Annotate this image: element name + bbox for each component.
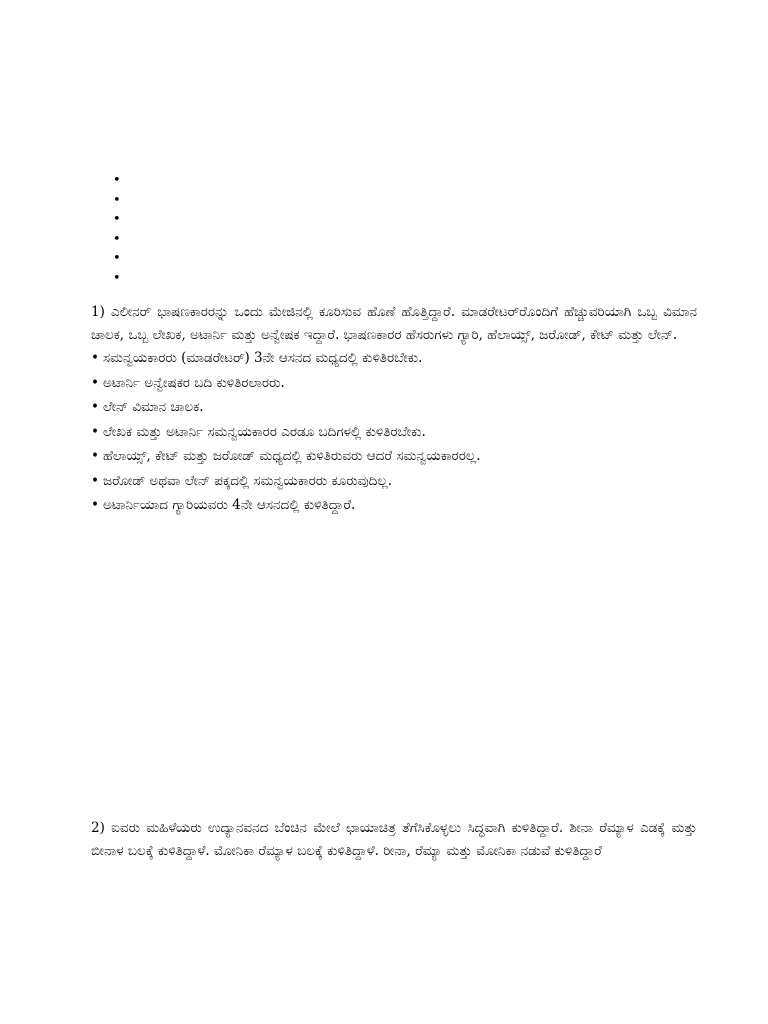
puzzle-2-text: 2) ಐವರು ಮಹಿಳೆಯರು ಉದ್ಯಾನವನದ ಬೆಂಚಿನ ಮೇಲೆ ಛಾಯಾಚಿತ್ರ ತೆಗೆಸಿಕೊಳ್ಳಲು ಸಿದ್ಧವಾಗಿ ಕುಳಿತಿದ್ದಾರೆ. ಶೀನಾ ರೆಮ್ಯಾಳ ಎಡಕ್ಕೆ ಮತ್ತು ಬೀನಾಳ ಬಲಕ್ಕೆ ಕುಳಿತಿದ್ದಾಳೆ. ಮೋನಿಕಾ ರೆಮ್ಯಾಳ ಬಲಕ್ಕೆ ಕುಳಿತಿದ್ದಾಳೆ. ರೀನಾ, ರೆಮ್ಯಾ ಮತ್ತು ಮೋನಿಕಾ ನಡುವೆ ಕುಳಿತಿದ್ದಾರೆ [91, 820, 697, 859]
condition-item [91, 444, 697, 469]
condition-text: ಅಟಾರ್ನಿ ಅನ್ವೇಷಕರ ಬದಿ ಕುಳಿತಿರಲಾರರು. [103, 374, 285, 391]
condition-text: ಲೇನ್ ವಿಮಾನ ಚಾಲಕ. [103, 399, 204, 415]
bullet-symbol: • [91, 448, 99, 464]
condition-text: ಲೇಖಕ ಮತ್ತು ಅಟಾರ್ನಿ ಸಮನ್ವಯಕಾರರ ಎರಡೂ ಬದಿಗಳಲ್ಲಿ ಕುಳಿತಿರಬೇಕು. [103, 423, 426, 440]
empty-bullet: • [113, 212, 121, 228]
empty-bullet: • [113, 270, 121, 286]
puzzle-2 [91, 817, 697, 862]
condition-item [91, 469, 697, 494]
condition-item [91, 420, 697, 445]
condition-item [91, 346, 697, 371]
condition-item [91, 371, 697, 396]
puzzle-1 [91, 301, 697, 518]
condition-text: ಅಟಾರ್ನಿಯಾದ ಗ್ಯಾರಿಯವರು 4ನೇ ಆಸನದಲ್ಲಿ ಕುಳಿತಿದ್ದಾರೆ. [103, 497, 356, 513]
bullet-symbol: • [91, 472, 99, 489]
bullet-symbol: • [91, 497, 99, 513]
bullet-symbol: • [91, 423, 99, 440]
bullet-symbol: • [91, 350, 99, 366]
empty-bullet: • [113, 173, 121, 188]
bullet-symbol: • [91, 399, 99, 415]
puzzle-1-intro: 1) ಎಲೀನರ್ ಭಾಷಣಕಾರರನ್ನು ಒಂದು ಮೇಜಿನಲ್ಲಿ ಕೂರಿಸುವ ಹೊಣೆ ಹೊತ್ತಿದ್ದಾರೆ. ಮಾಡರೇಟರ್‌ರೊಂದಿಗೆ ಹೆಚ್ಚುವರಿಯಾಗಿ ಒಬ್ಬ ವಿಮಾನ ಚಾಲಕ, ಒಬ್ಬ ಲೇಖಕ, ಅಟಾರ್ನಿ ಮತ್ತು ಅನ್ವೇಷಕ ಇದ್ದಾರೆ. ಭಾಷಣಕಾರರ ಹೆಸರುಗಳು ಗ್ಯಾರಿ, ಹೆಲಾಯ್ಸ್, ಜರೋಡ್, ಕೇಟ್ ಮತ್ತು ಲೇನ್. [91, 304, 697, 343]
condition-text: ಸಮನ್ವಯಕಾರರು (ಮಾಡರೇಟರ್) 3ನೇ ಆಸನದ ಮಧ್ಯದಲ್ಲಿ ಕುಳಿತಿರಬೇಕು. [103, 350, 423, 366]
condition-text: ಹೆಲಾಯ್ಸ್, ಕೇಟ್ ಮತ್ತು ಜರೋಡ್ ಮಧ್ಯದಲ್ಲಿ ಕುಳಿತಿರುವರು ಆದರೆ ಸಮನ್ವಯಕಾರರಲ್ಲ. [103, 448, 481, 464]
empty-bullet: • [113, 192, 121, 208]
empty-bullet: • [113, 231, 121, 247]
empty-bullet-list [113, 171, 121, 289]
condition-item [91, 493, 697, 518]
condition-text: ಜರೋಡ್ ಅಥವಾ ಲೇನ್ ಪಕ್ಕದಲ್ಲಿ ಸಮನ್ವಯಕಾರರು ಕೂರುವುದಿಲ್ಲ. [103, 472, 393, 489]
bullet-symbol: • [91, 374, 99, 391]
condition-item [91, 395, 697, 420]
puzzle-1-conditions [91, 346, 697, 518]
empty-bullet: • [113, 251, 121, 267]
